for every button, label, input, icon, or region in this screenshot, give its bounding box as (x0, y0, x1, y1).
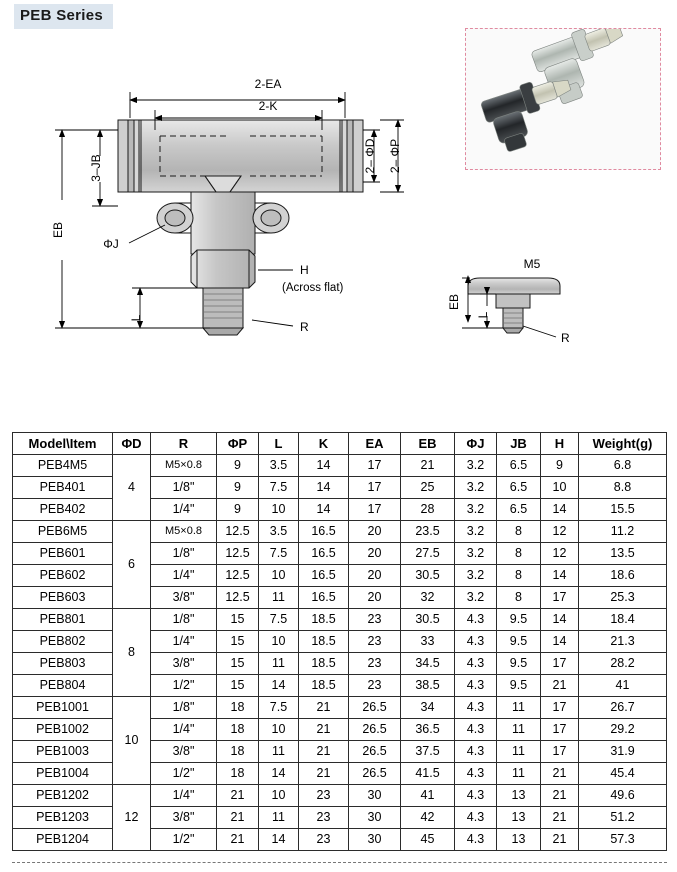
cell-r: 1/8" (151, 697, 217, 719)
cell-eb: 37.5 (401, 741, 455, 763)
cell-weight: 45.4 (579, 763, 667, 785)
cell-phi-p: 15 (217, 631, 259, 653)
cell-ea: 17 (349, 499, 401, 521)
table-row (13, 807, 667, 829)
cell-l: 7.5 (259, 697, 299, 719)
table-row (13, 499, 667, 521)
cell-h: 17 (541, 719, 579, 741)
cell-k: 21 (299, 719, 349, 741)
cell-ea: 23 (349, 653, 401, 675)
cell-l: 14 (259, 829, 299, 851)
cell-eb: 28 (401, 499, 455, 521)
table-row (13, 477, 667, 499)
table-row (13, 565, 667, 587)
cell-h: 14 (541, 609, 579, 631)
label-r-small: R (561, 331, 570, 345)
cell-model: PEB602 (13, 565, 113, 587)
cell-jb: 11 (497, 741, 541, 763)
label-2-ea: 2-EA (254, 77, 282, 91)
table-row (13, 587, 667, 609)
cell-phi-p: 15 (217, 609, 259, 631)
cell-phi-p: 21 (217, 807, 259, 829)
cell-r: 1/2" (151, 763, 217, 785)
cell-model: PEB1003 (13, 741, 113, 763)
cell-h: 10 (541, 477, 579, 499)
cell-ea: 26.5 (349, 719, 401, 741)
label-phi-j: ΦJ (103, 237, 119, 251)
cell-l: 10 (259, 499, 299, 521)
cell-ea: 30 (349, 829, 401, 851)
cell-phi-p: 15 (217, 675, 259, 697)
cell-h: 17 (541, 653, 579, 675)
cell-phi-p: 21 (217, 829, 259, 851)
table-row (13, 785, 667, 807)
cell-k: 14 (299, 455, 349, 477)
cell-model: PEB1203 (13, 807, 113, 829)
cell-phi-j: 4.3 (455, 653, 497, 675)
cell-k: 18.5 (299, 609, 349, 631)
cell-l: 11 (259, 653, 299, 675)
cell-ea: 26.5 (349, 697, 401, 719)
cell-h: 12 (541, 543, 579, 565)
cell-weight: 51.2 (579, 807, 667, 829)
cell-eb: 23.5 (401, 521, 455, 543)
cell-jb: 8 (497, 587, 541, 609)
cell-model: PEB601 (13, 543, 113, 565)
cell-weight: 25.3 (579, 587, 667, 609)
cell-k: 16.5 (299, 543, 349, 565)
cell-phi-j: 3.2 (455, 521, 497, 543)
cell-phi-p: 18 (217, 697, 259, 719)
cell-h: 14 (541, 499, 579, 521)
cell-h: 14 (541, 631, 579, 653)
cell-phi-p: 9 (217, 455, 259, 477)
col-weight: Weight(g) (579, 433, 667, 455)
cell-weight: 29.2 (579, 719, 667, 741)
cell-r: 1/4" (151, 719, 217, 741)
cell-l: 10 (259, 631, 299, 653)
cell-ea: 30 (349, 807, 401, 829)
cell-ea: 30 (349, 785, 401, 807)
cell-h: 21 (541, 785, 579, 807)
cell-h: 17 (541, 587, 579, 609)
table-row (13, 631, 667, 653)
cell-h: 21 (541, 763, 579, 785)
cell-r: 1/2" (151, 675, 217, 697)
cell-h: 17 (541, 741, 579, 763)
cell-phi-p: 15 (217, 653, 259, 675)
cell-phi-p: 18 (217, 741, 259, 763)
cell-model: PEB1004 (13, 763, 113, 785)
cell-weight: 28.2 (579, 653, 667, 675)
table-body (13, 455, 667, 851)
cell-phi-d: 4 (113, 455, 151, 521)
cell-weight: 49.6 (579, 785, 667, 807)
cell-phi-j: 4.3 (455, 741, 497, 763)
cell-r: 1/4" (151, 631, 217, 653)
cell-phi-p: 12.5 (217, 565, 259, 587)
col-h: H (541, 433, 579, 455)
cell-phi-j: 3.2 (455, 499, 497, 521)
cell-l: 14 (259, 675, 299, 697)
cell-l: 7.5 (259, 543, 299, 565)
spec-table-container (12, 432, 667, 851)
cell-eb: 36.5 (401, 719, 455, 741)
cell-l: 7.5 (259, 609, 299, 631)
cell-phi-p: 18 (217, 719, 259, 741)
cell-jb: 6.5 (497, 455, 541, 477)
cell-l: 11 (259, 807, 299, 829)
cell-weight: 8.8 (579, 477, 667, 499)
product-photo (465, 28, 661, 170)
label-2-phi-p: 2– ΦP (388, 138, 402, 174)
cell-eb: 30.5 (401, 565, 455, 587)
cell-r: 1/4" (151, 499, 217, 521)
cell-r: M5×0.8 (151, 521, 217, 543)
col-model: Model\Item (13, 433, 113, 455)
cell-l: 14 (259, 763, 299, 785)
cell-k: 23 (299, 785, 349, 807)
table-row (13, 455, 667, 477)
cell-ea: 23 (349, 631, 401, 653)
cell-model: PEB1202 (13, 785, 113, 807)
cell-phi-j: 4.3 (455, 763, 497, 785)
cell-eb: 33 (401, 631, 455, 653)
cell-k: 18.5 (299, 675, 349, 697)
cell-ea: 20 (349, 521, 401, 543)
cell-model: PEB803 (13, 653, 113, 675)
cell-ea: 26.5 (349, 763, 401, 785)
cell-k: 21 (299, 741, 349, 763)
table-header-row (13, 433, 667, 455)
cell-ea: 26.5 (349, 741, 401, 763)
cell-phi-j: 3.2 (455, 565, 497, 587)
table-row (13, 741, 667, 763)
cell-k: 16.5 (299, 521, 349, 543)
label-h: H (300, 263, 309, 277)
label-l: L (129, 314, 143, 322)
cell-phi-p: 12.5 (217, 587, 259, 609)
cell-weight: 13.5 (579, 543, 667, 565)
col-eb: EB (401, 433, 455, 455)
cell-model: PEB6M5 (13, 521, 113, 543)
cell-jb: 13 (497, 785, 541, 807)
cell-eb: 32 (401, 587, 455, 609)
cell-model: PEB802 (13, 631, 113, 653)
cell-weight: 18.4 (579, 609, 667, 631)
cell-r: 3/8" (151, 587, 217, 609)
cell-jb: 8 (497, 543, 541, 565)
cell-phi-j: 3.2 (455, 477, 497, 499)
cell-eb: 25 (401, 477, 455, 499)
cell-eb: 30.5 (401, 609, 455, 631)
cell-l: 11 (259, 741, 299, 763)
cell-jb: 11 (497, 697, 541, 719)
cell-eb: 21 (401, 455, 455, 477)
cell-phi-d: 8 (113, 609, 151, 697)
table-row (13, 675, 667, 697)
cell-k: 21 (299, 763, 349, 785)
cell-model: PEB1002 (13, 719, 113, 741)
cell-model: PEB603 (13, 587, 113, 609)
cell-jb: 9.5 (497, 675, 541, 697)
cell-phi-p: 9 (217, 477, 259, 499)
label-2-k: 2-K (258, 99, 278, 113)
cell-l: 11 (259, 587, 299, 609)
cell-phi-j: 4.3 (455, 609, 497, 631)
cell-eb: 42 (401, 807, 455, 829)
cell-phi-j: 4.3 (455, 785, 497, 807)
cell-phi-d: 10 (113, 697, 151, 785)
cell-ea: 17 (349, 477, 401, 499)
cell-jb: 11 (497, 719, 541, 741)
cell-weight: 11.2 (579, 521, 667, 543)
label-3-jb: 3–JB (89, 154, 103, 182)
cell-l: 3.5 (259, 455, 299, 477)
cell-eb: 34.5 (401, 653, 455, 675)
cell-phi-p: 9 (217, 499, 259, 521)
cell-ea: 23 (349, 609, 401, 631)
cell-weight: 6.8 (579, 455, 667, 477)
table-row (13, 653, 667, 675)
cell-jb: 6.5 (497, 477, 541, 499)
col-phi-j: ΦJ (455, 433, 497, 455)
cell-model: PEB402 (13, 499, 113, 521)
cell-k: 14 (299, 477, 349, 499)
cell-h: 21 (541, 675, 579, 697)
label-across-flat: (Across flat) (282, 282, 344, 294)
cell-l: 10 (259, 565, 299, 587)
cell-r: 3/8" (151, 741, 217, 763)
cell-k: 23 (299, 829, 349, 851)
cell-l: 10 (259, 785, 299, 807)
cell-h: 9 (541, 455, 579, 477)
cell-eb: 41.5 (401, 763, 455, 785)
cell-phi-d: 6 (113, 521, 151, 609)
table-row (13, 543, 667, 565)
cell-phi-p: 12.5 (217, 521, 259, 543)
cell-r: 1/4" (151, 565, 217, 587)
cell-ea: 23 (349, 675, 401, 697)
label-r: R (300, 320, 309, 334)
cell-phi-j: 4.3 (455, 697, 497, 719)
col-l: L (259, 433, 299, 455)
cell-r: 3/8" (151, 653, 217, 675)
cell-model: PEB1001 (13, 697, 113, 719)
page-title-text: PEB Series (20, 7, 104, 24)
cell-l: 3.5 (259, 521, 299, 543)
label-eb-small: EB (447, 293, 461, 311)
cell-weight: 26.7 (579, 697, 667, 719)
cell-k: 18.5 (299, 631, 349, 653)
cell-ea: 20 (349, 565, 401, 587)
cell-r: 1/8" (151, 609, 217, 631)
col-phi-p: ΦP (217, 433, 259, 455)
cell-k: 18.5 (299, 653, 349, 675)
cell-r: M5×0.8 (151, 455, 217, 477)
cell-jb: 13 (497, 807, 541, 829)
cell-phi-d: 12 (113, 785, 151, 851)
col-r: R (151, 433, 217, 455)
cell-l: 10 (259, 719, 299, 741)
cell-h: 14 (541, 565, 579, 587)
cell-k: 14 (299, 499, 349, 521)
cell-weight: 15.5 (579, 499, 667, 521)
cell-phi-j: 3.2 (455, 587, 497, 609)
cell-model: PEB4M5 (13, 455, 113, 477)
label-eb: EB (51, 221, 65, 239)
cell-model: PEB801 (13, 609, 113, 631)
cell-jb: 9.5 (497, 631, 541, 653)
cell-h: 21 (541, 807, 579, 829)
cell-k: 21 (299, 697, 349, 719)
cell-phi-j: 4.3 (455, 631, 497, 653)
label-m5: M5 (523, 257, 541, 271)
col-k: K (299, 433, 349, 455)
cell-h: 12 (541, 521, 579, 543)
col-jb: JB (497, 433, 541, 455)
page-title (14, 4, 113, 29)
cell-ea: 20 (349, 587, 401, 609)
table-row (13, 829, 667, 851)
col-phi-d: ΦD (113, 433, 151, 455)
cell-phi-j: 3.2 (455, 543, 497, 565)
cell-jb: 9.5 (497, 653, 541, 675)
cell-model: PEB804 (13, 675, 113, 697)
table-row (13, 521, 667, 543)
cell-eb: 27.5 (401, 543, 455, 565)
label-l-small: L (476, 311, 490, 319)
cell-r: 1/8" (151, 543, 217, 565)
table-row (13, 609, 667, 631)
col-ea: EA (349, 433, 401, 455)
cell-eb: 38.5 (401, 675, 455, 697)
cell-phi-p: 18 (217, 763, 259, 785)
cell-jb: 11 (497, 763, 541, 785)
cell-weight: 31.9 (579, 741, 667, 763)
cell-h: 17 (541, 697, 579, 719)
cell-model: PEB1204 (13, 829, 113, 851)
cell-phi-j: 4.3 (455, 829, 497, 851)
cell-jb: 9.5 (497, 609, 541, 631)
cell-eb: 45 (401, 829, 455, 851)
label-2-phi-d: 2– ΦD (363, 138, 377, 174)
cell-model: PEB401 (13, 477, 113, 499)
cell-eb: 34 (401, 697, 455, 719)
table-row (13, 697, 667, 719)
cell-weight: 21.3 (579, 631, 667, 653)
cell-r: 3/8" (151, 807, 217, 829)
cell-r: 1/4" (151, 785, 217, 807)
cell-l: 7.5 (259, 477, 299, 499)
table-row (13, 763, 667, 785)
cell-k: 16.5 (299, 565, 349, 587)
cell-weight: 57.3 (579, 829, 667, 851)
cell-weight: 18.6 (579, 565, 667, 587)
cell-eb: 41 (401, 785, 455, 807)
cell-phi-j: 4.3 (455, 807, 497, 829)
cell-phi-p: 12.5 (217, 543, 259, 565)
cell-jb: 8 (497, 565, 541, 587)
cell-r: 1/8" (151, 477, 217, 499)
cell-r: 1/2" (151, 829, 217, 851)
cell-h: 21 (541, 829, 579, 851)
cell-ea: 20 (349, 543, 401, 565)
cell-jb: 6.5 (497, 499, 541, 521)
cell-jb: 8 (497, 521, 541, 543)
spec-table (12, 432, 667, 851)
footer-divider (12, 862, 667, 863)
cell-phi-p: 21 (217, 785, 259, 807)
cell-k: 16.5 (299, 587, 349, 609)
cell-weight: 41 (579, 675, 667, 697)
cell-ea: 17 (349, 455, 401, 477)
cell-k: 23 (299, 807, 349, 829)
cell-phi-j: 3.2 (455, 455, 497, 477)
cell-phi-j: 4.3 (455, 675, 497, 697)
cell-phi-j: 4.3 (455, 719, 497, 741)
cell-jb: 13 (497, 829, 541, 851)
table-row (13, 719, 667, 741)
